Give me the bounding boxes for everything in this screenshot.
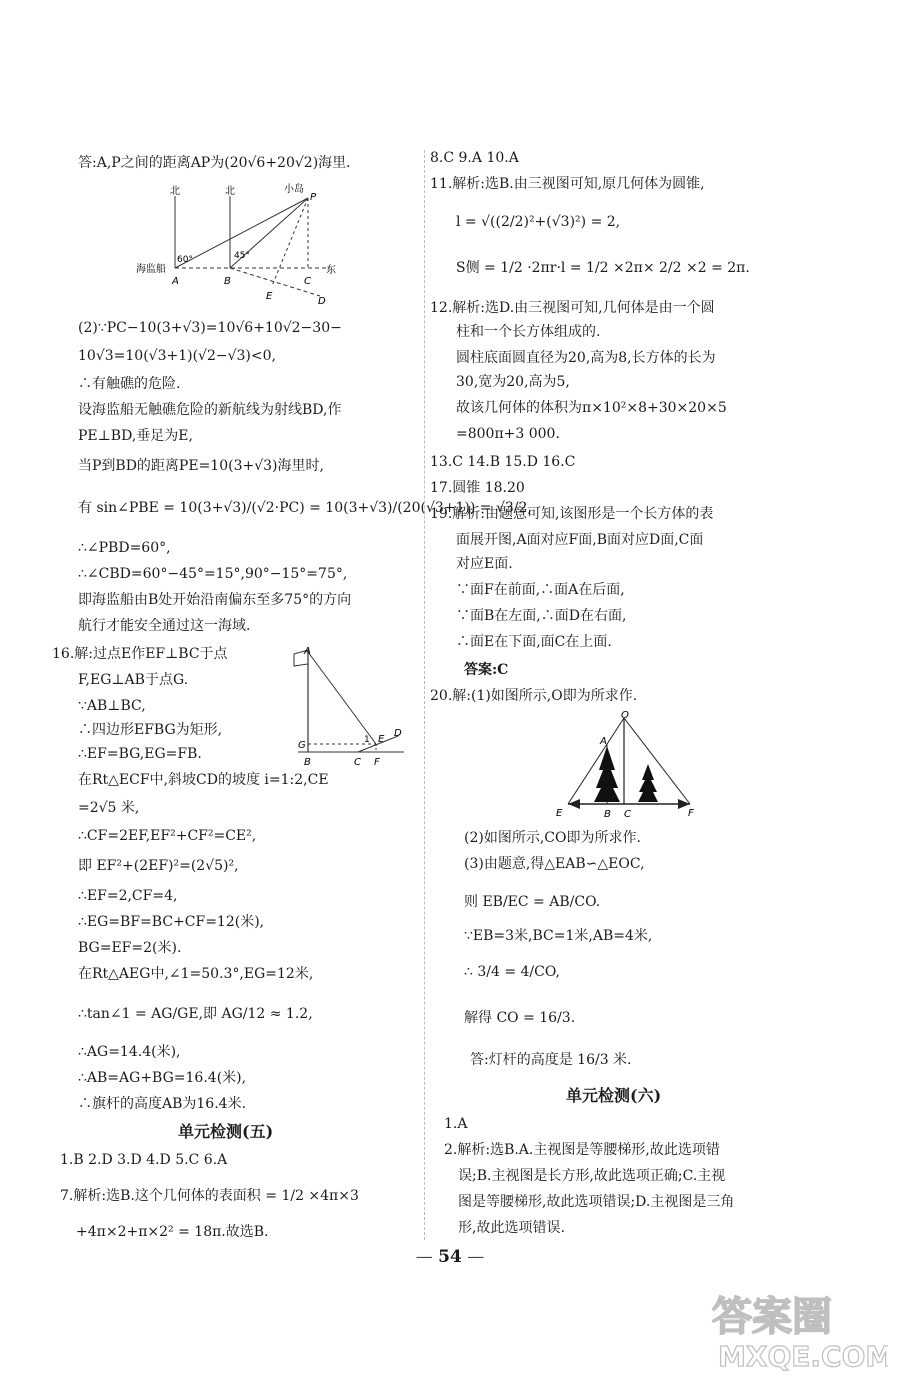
fig1-label: 海监船 — [136, 264, 166, 275]
text-line: 则 EB/EC = AB/CO. — [464, 894, 601, 910]
page-number: — 54 — — [415, 1247, 485, 1267]
fig2-label: A — [304, 646, 311, 657]
text-line: 即海监船由B处开始沿南偏东至多75°的方向 — [78, 592, 352, 608]
fig3-label: C — [624, 809, 631, 820]
text-line: =2√5 米, — [78, 800, 140, 816]
text-line: ∴ 3/4 = 4/CO, — [464, 964, 560, 980]
text-line: (3)由题意,得△EAB∽△EOC, — [464, 856, 645, 872]
fig1-label: 北 — [225, 186, 235, 197]
text-line: F,EG⊥AB于点G. — [78, 672, 189, 688]
text-line: ∵AB⊥BC, — [78, 698, 146, 714]
text-line: PE⊥BD,垂足为E, — [78, 428, 193, 444]
text-line: ∴EF=BG,EG=FB. — [78, 746, 202, 762]
text-line: 柱和一个长方体组成的. — [456, 324, 601, 340]
fig1-label: C — [304, 276, 311, 287]
fig1-label: B — [224, 276, 231, 287]
text-line: 1.A — [444, 1116, 468, 1132]
text-line: ∴四边形EFBG为矩形, — [78, 722, 223, 738]
text-line: 有 sin∠PBE = 10(3+√3)/(√2·PC) = 10(3+√3)/(20(√3+1)) = √3/2, — [78, 500, 532, 516]
text-line: l = √((2/2)²+(√3)²) = 2, — [456, 214, 621, 230]
column-divider — [424, 150, 425, 1240]
fig1-label: 45° — [234, 251, 250, 261]
text-line: BG=EF=2(米). — [78, 940, 182, 956]
text-line: 误;B.主视图是长方形,故此选项正确;C.主视 — [458, 1168, 726, 1184]
text-line: 19.解析:由题意可知,该图形是一个长方体的表 — [430, 506, 714, 522]
text-line: (2)如图所示,CO即为所求作. — [464, 830, 641, 846]
text-line: 故该几何体的体积为π×10²×8+30×20×5 — [456, 400, 727, 416]
text-line: 设海监船无触礁危险的新航线为射线BD,作 — [78, 402, 342, 418]
svg-text:答案圈: 答案圈 — [712, 1294, 832, 1340]
text-line: ∴∠CBD=60°−45°=15°,90°−15°=75°, — [78, 566, 348, 582]
fig1-label: 北 — [170, 186, 180, 197]
text-line: 答:灯杆的高度是 16/3 米. — [470, 1052, 632, 1068]
fig2-label: E — [378, 734, 385, 745]
text-line: 圆柱底面圆直径为20,高为8,长方体的长为 — [456, 350, 716, 366]
text-line: 当P到BD的距离PE=10(3+√3)海里时, — [78, 458, 324, 474]
text-line: ∴AG=14.4(米), — [78, 1044, 181, 1060]
text-line: 20.解:(1)如图所示,O即为所求作. — [430, 688, 638, 704]
fig1-label: P — [310, 192, 317, 203]
text-line: ∴tan∠1 = AG/GE,即 AG/12 ≈ 1.2, — [78, 1006, 313, 1022]
fig3-label: E — [556, 808, 563, 819]
text-line: 10√3=10(√3+1)(√2−√3)<0, — [78, 348, 276, 364]
text-line: ∴AB=AG+BG=16.4(米), — [78, 1070, 247, 1086]
fig3-label: A — [600, 736, 607, 747]
fig3-label: O — [621, 710, 629, 721]
text-line: 7.解析:选B.这个几何体的表面积 = 1/2 ×4π×3 — [60, 1188, 359, 1204]
fig1-label: A — [172, 276, 179, 287]
fig2-label: D — [394, 728, 402, 739]
text-line: 13.C 14.B 15.D 16.C — [430, 454, 576, 470]
watermark-logo — [708, 1284, 888, 1378]
text-line: 12.解析:选D.由三视图可知,几何体是由一个圆 — [430, 300, 715, 316]
text-line: 16.解:过点E作EF⊥BC于点 — [52, 646, 228, 662]
figure-ship-island — [130, 178, 340, 308]
fig2-label: F — [374, 757, 380, 768]
text-line: 图是等腰梯形,故此选项错误;D.主视图是三角 — [458, 1194, 735, 1210]
text-line: +4π×2+π×2² = 18π.故选B. — [76, 1224, 269, 1240]
text-line: 答案:C — [464, 662, 509, 678]
text-line: 在Rt△ECF中,斜坡CD的坡度 i=1:2,CE — [78, 772, 329, 788]
text-line: ∴EF=2,CF=4, — [78, 888, 178, 904]
section-title: 单元检测(五) — [178, 1122, 274, 1141]
text-line: 面展开图,A面对应F面,B面对应D面,C面 — [456, 532, 704, 548]
figure-lamp-trees — [550, 708, 700, 820]
text-line: (2)∵PC−10(3+√3)=10√6+10√2−30− — [78, 320, 342, 336]
fig1-label: E — [266, 291, 273, 302]
figure-flagpole — [288, 644, 408, 768]
text-line: ∴旗杆的高度AB为16.4米. — [78, 1096, 247, 1112]
text-line: ∴面E在下面,面C在上面. — [456, 634, 612, 650]
text-line: 对应E面. — [456, 556, 513, 572]
section-title: 单元检测(六) — [566, 1086, 662, 1105]
text-line: 2.解析:选B.A.主视图是等腰梯形,故此选项错 — [444, 1142, 720, 1158]
fig2-label: 1 — [364, 735, 370, 745]
text-line: 即 EF²+(2EF)²=(2√5)², — [78, 858, 239, 874]
text-line: 在Rt△AEG中,∠1=50.3°,EG=12米, — [78, 966, 314, 982]
text-line: 解得 CO = 16/3. — [464, 1010, 576, 1026]
text-line: S侧 = 1/2 ·2πr·l = 1/2 ×2π× 2/2 ×2 = 2π. — [456, 260, 750, 276]
text-line: ∴∠PBD=60°, — [78, 540, 171, 556]
text-line: ∴CF=2EF,EF²+CF²=CE², — [78, 828, 257, 844]
text-line: ∴有触礁的危险. — [78, 376, 181, 392]
fig1-label: 东 — [326, 265, 336, 276]
fig2-label: B — [304, 757, 311, 768]
fig1-label: 60° — [177, 255, 193, 265]
text-line: 航行才能安全通过这一海域. — [78, 618, 251, 634]
fig3-label: F — [688, 808, 694, 819]
text-line: 11.解析:选B.由三视图可知,原几何体为圆锥, — [430, 176, 705, 192]
fig2-label: C — [354, 757, 361, 768]
text-line: ∵面B在左面,∴面D在右面, — [456, 608, 627, 624]
fig2-label: G — [298, 740, 306, 751]
text-line: 30,宽为20,高为5, — [456, 374, 570, 390]
text-line: =800π+3 000. — [456, 426, 560, 442]
page-number-value: 54 — [438, 1247, 462, 1267]
fig1-label: D — [318, 296, 326, 307]
text-line: 8.C 9.A 10.A — [430, 150, 519, 166]
fig3-label: B — [604, 809, 611, 820]
fig1-label: 小岛 — [284, 184, 304, 195]
text-line: ∵EB=3米,BC=1米,AB=4米, — [464, 928, 653, 944]
svg-text:MXQE.COM: MXQE.COM — [718, 1340, 888, 1373]
text-line: 17.圆锥 18.20 — [430, 480, 525, 496]
text-line: 形,故此选项错误. — [458, 1220, 565, 1236]
text-line: 答:A,P之间的距离AP为(20√6+20√2)海里. — [78, 155, 351, 171]
answers-line: 1.B 2.D 3.D 4.D 5.C 6.A — [60, 1152, 228, 1168]
text-line: ∵面F在前面,∴面A在后面, — [456, 582, 625, 598]
text-line: ∴EG=BF=BC+CF=12(米), — [78, 914, 265, 930]
